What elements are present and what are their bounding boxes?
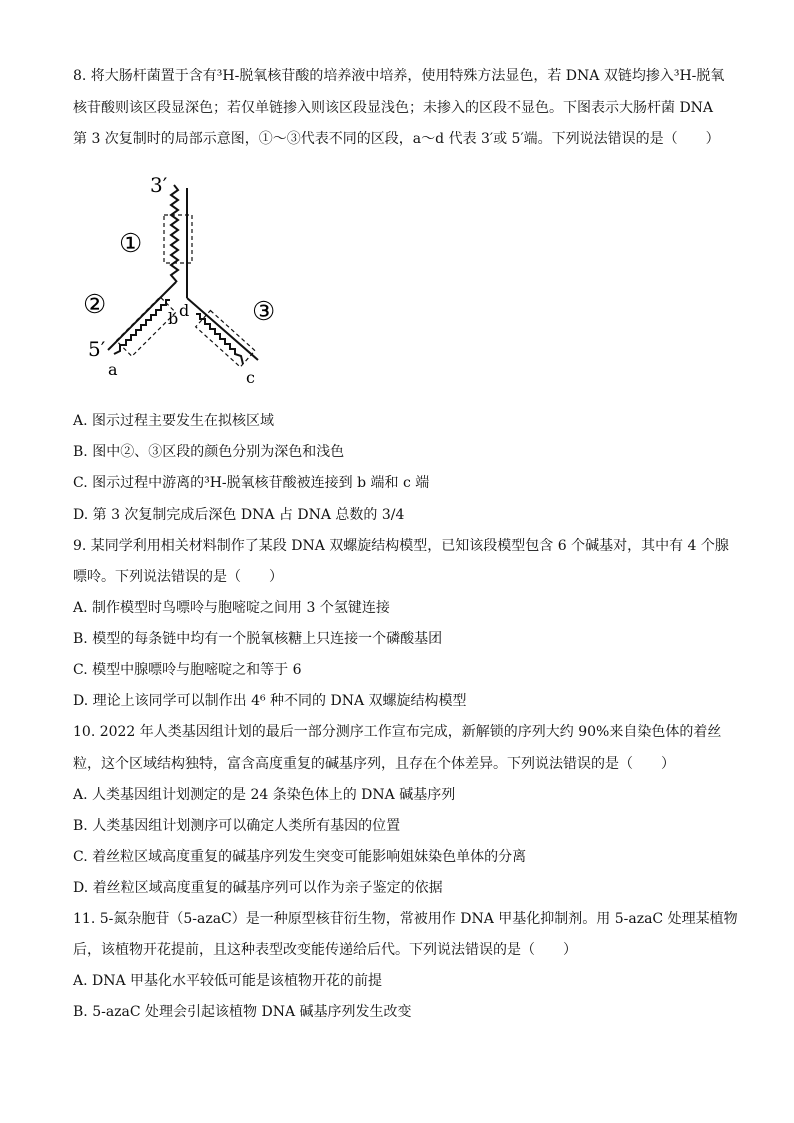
label-end-c: c [246,368,255,385]
label-region1: ① [119,229,143,259]
q10-option-d: D. 着丝粒区域高度重复的碱基序列可以作为亲子鉴定的依据 [73,880,443,896]
label-region2: ② [83,290,107,320]
q11-stem-line2: 后，该植物开花提前，且这种表型改变能传递给后代。下列说法错误的是（ ） [73,942,577,958]
label-end-b: b [168,309,179,328]
parental-strand-left [108,282,179,350]
q10-option-c: C. 着丝粒区域高度重复的碱基序列发生突变可能影响姐妹染色单体的分离 [73,849,527,865]
labeled-strand-upper [171,185,178,282]
q11-stem-line1: 11. 5-氮杂胞苷（5-azaC）是一种原型核苷衍生物，常被用作 DNA 甲基化抑制剂。用 5-azaC 处理某植物 [73,911,738,927]
q10-stem-line1: 10. 2022 年人类基因组计划的最后一部分测序工作宣布完成，新解锁的序列大约 90%来自染色体的着丝 [73,724,722,740]
q8-option-b: B. 图中②、③区段的颜色分别为深色和浅色 [73,444,345,460]
q11-option-b: B. 5-azaC 处理会引起该植物 DNA 碱基序列发生改变 [73,1004,412,1020]
new-strand-right [196,314,243,364]
dna-replication-figure [78,170,288,385]
q8-option-a: A. 图示过程主要发生在拟核区域 [73,413,275,429]
q9-stem-line2: 嘌呤。下列说法错误的是（ ） [73,569,283,585]
q8-option-c: C. 图示过程中游离的³H-脱氧核苷酸被连接到 b 端和 c 端 [73,475,430,491]
q10-option-a: A. 人类基因组计划测定的是 24 条染色体上的 DNA 碱基序列 [73,787,456,803]
q8-stem-line2: 核苷酸则该区段显深色；若仅单链掺入则该区段显浅色；未掺入的区段不显色。下图表示大肠杆菌 DNA [73,100,714,116]
q8-option-d: D. 第 3 次复制完成后深色 DNA 占 DNA 总数的 3/4 [73,507,405,523]
q11-option-a: A. DNA 甲基化水平较低可能是该植物开花的前提 [73,973,383,989]
new-strand-left [114,300,170,354]
q10-stem-line2: 粒，这个区域结构独特，富含高度重复的碱基序列，且存在个体差异。下列说法错误的是（ ） [73,756,675,772]
q9-stem-line1: 9. 某同学利用相关材料制作了某段 DNA 双螺旋结构模型，已知该段模型包含 6 个碱基对，其中有 4 个腺 [73,538,729,554]
q9-option-b: B. 模型的每条链中均有一个脱氧核糖上只连接一个磷酸基团 [73,631,443,647]
q9-option-d: D. 理论上该同学可以制作出 4⁶ 种不同的 DNA 双螺旋结构模型 [73,693,467,709]
label-region3: ③ [252,297,276,327]
label-end-a: a [108,360,118,379]
q8-stem-line1: 8. 将大肠杆菌置于含有³H-脱氧核苷酸的培养液中培养，使用特殊方法显色，若 DNA 双链均掺入³H-脱氧 [73,68,725,84]
q10-option-b: B. 人类基因组计划测序可以确定人类所有基因的位置 [73,818,401,834]
label-5prime: 5′ [88,337,106,361]
q8-stem-line3: 第 3 次复制时的局部示意图，①～③代表不同的区段，a～d 代表 3′或 5′端。下列说法错误的是（ ） [73,131,720,147]
label-end-d: d [179,301,190,320]
q9-option-c: C. 模型中腺嘌呤与胞嘧啶之和等于 6 [73,662,302,678]
q9-option-a: A. 制作模型时鸟嘌呤与胞嘧啶之间用 3 个氢键连接 [73,600,390,616]
label-3prime: 3′ [150,173,168,197]
